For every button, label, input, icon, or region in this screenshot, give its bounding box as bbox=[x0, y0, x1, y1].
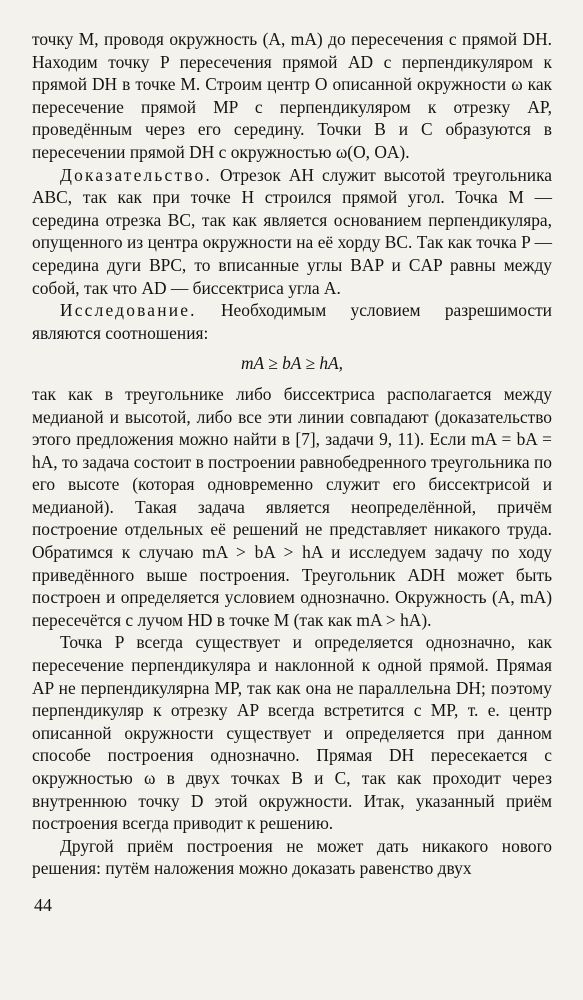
paragraph-research bbox=[32, 299, 552, 344]
paragraph-point-p: Точка P всегда существует и определяется однозначно, как пересечение перпендикуляра и наклонной к одной прямой. Прямая AP не перпендикулярна MP, так как она не параллельна DH; поэтому перпендикуляр к отрезку AP всегда встретится с MP, т. е. центр описанной окружности существует и определяется при данном способе построения однозначно. Прямая DH пересекается с окружностью ω в двух точках B и C, так как проходит через внутреннюю точку D этой окружности. Итак, указанный приём построения всегда приводит к решению. bbox=[32, 632, 552, 834]
proof-text: Отрезок AH служит высотой треугольника ABC, так как при точке H строился прямой угол. Точка M — середина отрезка BC, так как является основанием перпендикуляра, опущенного из центра окружности на её хорду BC. Так как точка P — середина дуги BPC, то вписанные углы BAP и CAP равны между собой, так что AD — биссектриса угла A. bbox=[32, 164, 552, 298]
paragraph-construction: точку M, проводя окружность (A, mA) до пересечения с прямой DH. Находим точку P пересечения прямой AD с перпендикуляром к прямой DH в точке M. Строим центр O описанной окружности ω как пересечение прямой MP с перпендикуляром к отрезку AP, проведённым через его середину. Точки B и C образуются в пересечении прямой DH с окружностью ω(O, OA). bbox=[32, 29, 552, 162]
research-heading: Исследование. bbox=[60, 300, 197, 321]
formula-inequality: mA ≥ bA ≥ hA, bbox=[240, 353, 344, 374]
paragraph-last: Другой приём построения не может дать никакого нового решения: путём наложения можно доказать равенство двух bbox=[32, 835, 552, 879]
page-number: 44 bbox=[34, 895, 52, 915]
book-page-text bbox=[32, 28, 552, 880]
paragraph-after-formula: так как в треугольнике либо биссектриса располагается между медианой и высотой, либо все эти линии совпадают (доказательство этого предложения можно найти в [7], задачи 9, 11). Если mA = bA = hA, то задача состоит в построении равнобедренного треугольника по его высоте (которая одновременно служит его биссектрисой и медианой). Такая задача является неопределённой, причём построение отдельных её решений не представляет никакого труда. Обратимся к случаю mA > bA > hA и исследуем задачу по ходу приведённого выше построения. Треугольник ADH может быть построен и определяется условием однозначно. Окружность (A, mA) пересечётся с лучом HD в точке M (так как mA > hA). bbox=[32, 383, 552, 630]
research-text: Необходимым условием разрешимости являются соотношения: bbox=[32, 300, 552, 343]
proof-heading: Доказательство. bbox=[60, 164, 212, 185]
paragraph-proof bbox=[32, 164, 552, 300]
